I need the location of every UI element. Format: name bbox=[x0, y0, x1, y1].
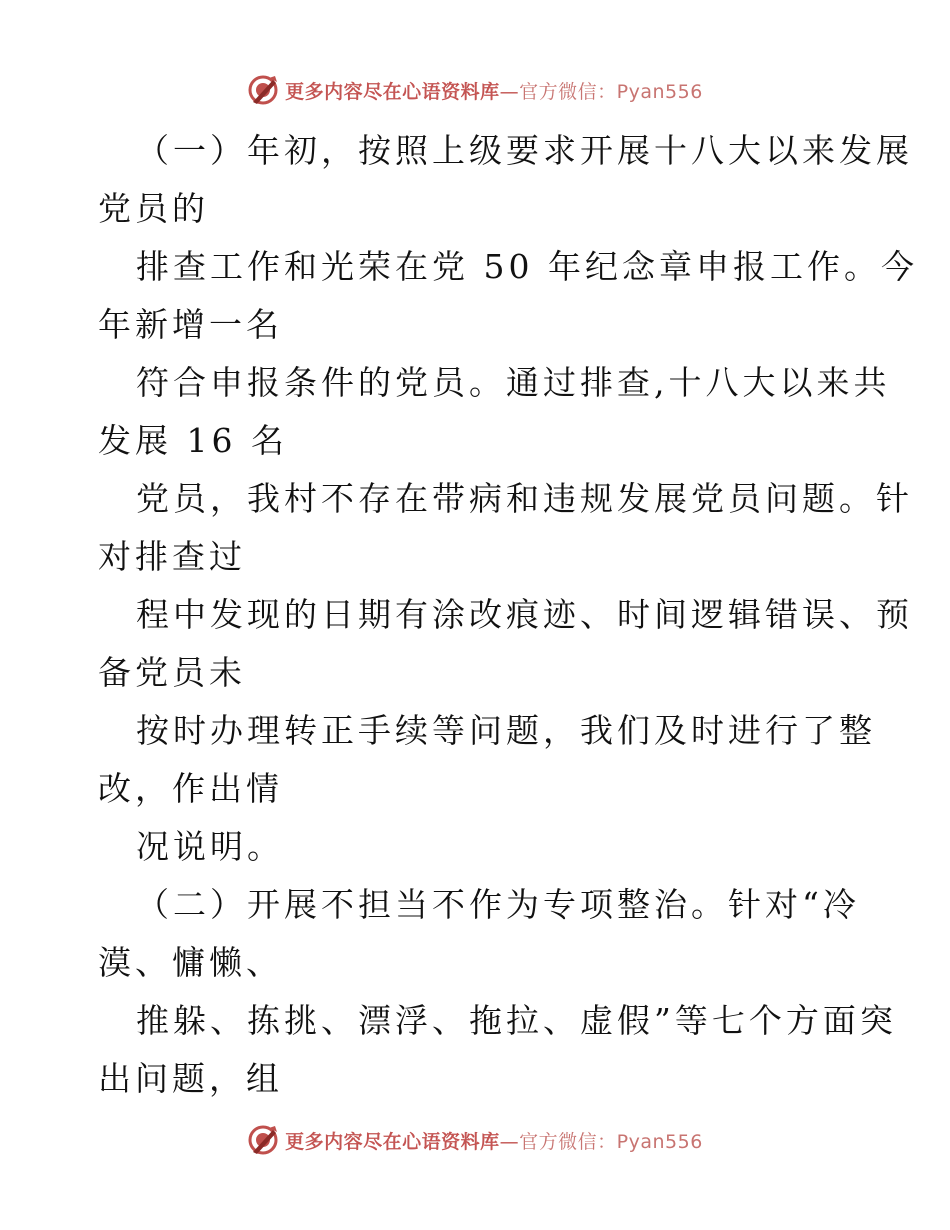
paragraph-line: 排查工作和光荣在党 50 年纪念章申报工作。今 bbox=[136, 247, 918, 286]
watermark-contact: 官方微信：Pyan556 bbox=[519, 1130, 703, 1153]
quill-seal-icon bbox=[247, 1124, 279, 1156]
paragraph-line: 出问题，组 bbox=[98, 1059, 283, 1098]
paragraph-line: 年新增一名 bbox=[98, 305, 283, 344]
paragraph-line: 党员的 bbox=[98, 189, 209, 228]
paragraph-line: 况说明。 bbox=[136, 827, 284, 866]
header-watermark-banner bbox=[0, 70, 950, 110]
watermark-contact: 官方微信：Pyan556 bbox=[519, 80, 703, 103]
watermark-text bbox=[285, 77, 703, 104]
paragraph-line: （一）年初，按照上级要求开展十八大以来发展 bbox=[136, 131, 913, 170]
document-body bbox=[98, 122, 918, 1108]
watermark-brand: 更多内容尽在心语资料库 bbox=[285, 80, 500, 103]
watermark-separator: — bbox=[499, 1130, 520, 1153]
watermark-brand: 更多内容尽在心语资料库 bbox=[285, 1130, 500, 1153]
paragraph-line: 发展 16 名 bbox=[98, 421, 288, 460]
paragraph-line: 按时办理转正手续等问题，我们及时进行了整 bbox=[136, 711, 876, 750]
paragraph-line: 漠、慵懒、 bbox=[98, 943, 283, 982]
paragraph-line: 程中发现的日期有涂改痕迹、时间逻辑错误、预 bbox=[136, 595, 913, 634]
quill-seal-icon bbox=[247, 74, 279, 106]
footer-watermark-banner bbox=[0, 1120, 950, 1160]
paragraph-line: 推躲、拣挑、漂浮、拖拉、虚假”等七个方面突 bbox=[136, 1001, 897, 1040]
paragraph-line: 备党员未 bbox=[98, 653, 246, 692]
watermark-separator: — bbox=[499, 80, 520, 103]
paragraph-line: 改，作出情 bbox=[98, 769, 283, 808]
watermark-text bbox=[285, 1127, 703, 1154]
paragraph-line: 对排查过 bbox=[98, 537, 246, 576]
paragraph-line: 党员，我村不存在带病和违规发展党员问题。针 bbox=[136, 479, 913, 518]
paragraph-line: （二）开展不担当不作为专项整治。针对“冷 bbox=[136, 885, 860, 924]
paragraph-line: 符合申报条件的党员。通过排查,十八大以来共 bbox=[136, 363, 891, 402]
